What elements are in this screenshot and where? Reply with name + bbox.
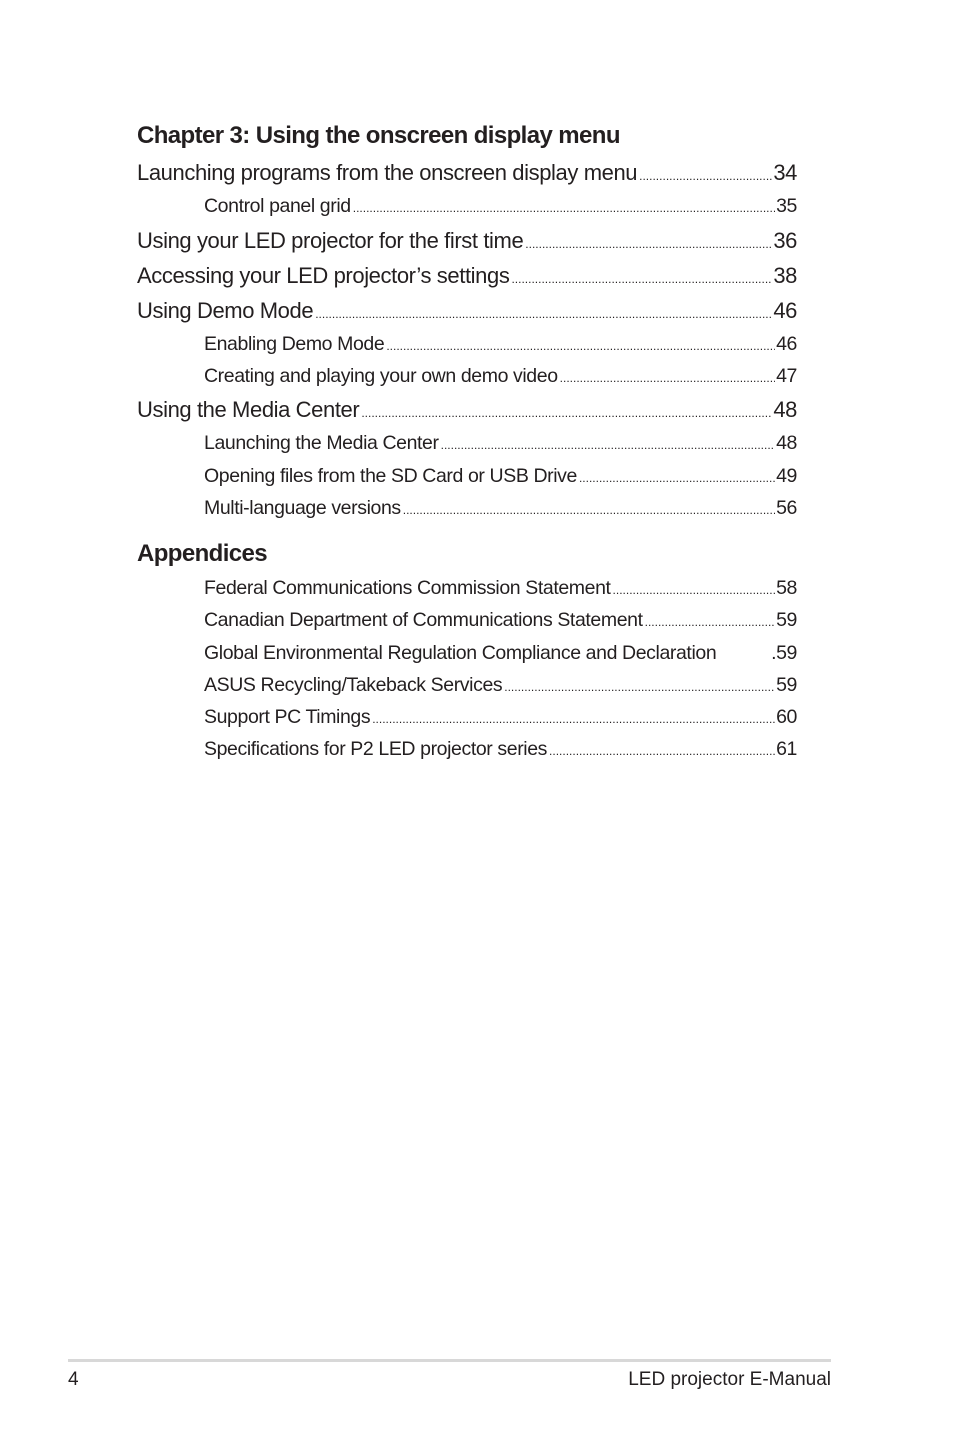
toc-entry-title: Specifications for P2 LED projector series — [204, 738, 548, 760]
toc-dot-leader — [361, 407, 772, 419]
toc-dot-leader — [315, 308, 772, 320]
toc-entry-title: Using your LED projector for the first time — [137, 228, 524, 253]
toc-subentry[interactable] — [204, 499, 797, 519]
appendices-heading: Appendices — [137, 540, 268, 567]
toc-entry-page: 60 — [776, 706, 797, 728]
toc-entry-page: 36 — [773, 228, 797, 253]
toc-dot-leader — [525, 238, 772, 250]
toc-entry-page: 59 — [776, 674, 797, 696]
toc-entry[interactable] — [137, 300, 797, 322]
toc-entry[interactable] — [137, 162, 797, 184]
toc-dot-leader — [403, 504, 775, 516]
toc-entry-title: Launching the Media Center — [204, 432, 439, 454]
toc-entry-page: 58 — [776, 577, 797, 599]
toc-dot-leader — [372, 713, 775, 725]
toc-entry-title: Using Demo Mode — [137, 298, 314, 323]
toc-entry-page: 56 — [776, 497, 797, 519]
toc-entry-title: Federal Communications Commission Statement — [204, 577, 611, 599]
toc-entry-page: 59 — [776, 609, 797, 631]
toc-entry-page: 35 — [776, 195, 797, 217]
toc-subentry[interactable] — [204, 740, 797, 760]
toc-entry-title: Opening files from the SD Card or USB Drive — [204, 465, 577, 487]
toc-subentry[interactable] — [204, 197, 797, 217]
toc-dot-leader — [353, 202, 775, 214]
toc-entry-page: 48 — [773, 397, 797, 422]
toc-entry[interactable] — [137, 230, 797, 252]
toc-subentry[interactable] — [204, 676, 797, 696]
toc-entry-title: Support PC Timings — [204, 706, 371, 728]
chapter-3-heading: Chapter 3: Using the onscreen display menu — [137, 122, 620, 149]
toc-dot-leader — [613, 584, 776, 596]
toc-dot-leader — [549, 745, 775, 757]
toc-entry-title: Launching programs from the onscreen display menu — [137, 160, 638, 185]
toc-entry-page: 38 — [773, 263, 797, 288]
toc-entry-page: 34 — [773, 160, 797, 185]
toc-entry-title: Canadian Department of Communications Statement — [204, 609, 643, 631]
toc-entry-page: 61 — [776, 738, 797, 760]
toc-entry-page: 49 — [776, 465, 797, 487]
footer-page-number: 4 — [68, 1369, 79, 1390]
toc-entry-page: 47 — [776, 365, 797, 387]
toc-entry-title: Global Environmental Regulation Compliance and Declaration — [204, 642, 717, 664]
toc-entry-title: Enabling Demo Mode — [204, 333, 385, 355]
toc-entry-title: Control panel grid — [204, 195, 351, 217]
toc-subentry[interactable] — [204, 611, 797, 631]
toc-dot-leader — [639, 170, 772, 182]
toc-entry-title: Using the Media Center — [137, 397, 360, 422]
toc-subentry[interactable] — [204, 467, 797, 487]
footer-divider — [68, 1359, 831, 1362]
toc-entry-title: Multi-language versions — [204, 497, 401, 519]
toc-subentry[interactable] — [204, 367, 797, 387]
toc-dot-leader — [579, 472, 775, 484]
toc-entry-page: 46 — [773, 298, 797, 323]
toc-entry-title: ASUS Recycling/Takeback Services — [204, 674, 503, 696]
toc-dot-leader — [386, 340, 775, 352]
toc-dot-leader — [511, 273, 772, 285]
toc-subentry[interactable] — [204, 434, 797, 454]
toc-entry[interactable] — [137, 265, 797, 287]
toc-dot-leader — [441, 439, 776, 451]
toc-entry-title: Accessing your LED projector’s settings — [137, 263, 510, 288]
toc-entry[interactable] — [137, 399, 797, 421]
toc-subentry[interactable] — [204, 708, 797, 728]
toc-entry-page: 48 — [776, 432, 797, 454]
toc-subentry[interactable] — [204, 335, 797, 355]
toc-entry-page: .59 — [771, 642, 797, 664]
toc-dot-leader — [504, 681, 775, 693]
footer-manual-title: LED projector E-Manual — [628, 1369, 831, 1390]
toc-subentry[interactable] — [204, 579, 797, 599]
toc-dot-leader — [645, 616, 776, 628]
toc-entry-page: 46 — [776, 333, 797, 355]
toc-entry-title: Creating and playing your own demo video — [204, 365, 558, 387]
toc-subentry[interactable] — [204, 644, 797, 664]
toc-dot-leader — [560, 372, 775, 384]
